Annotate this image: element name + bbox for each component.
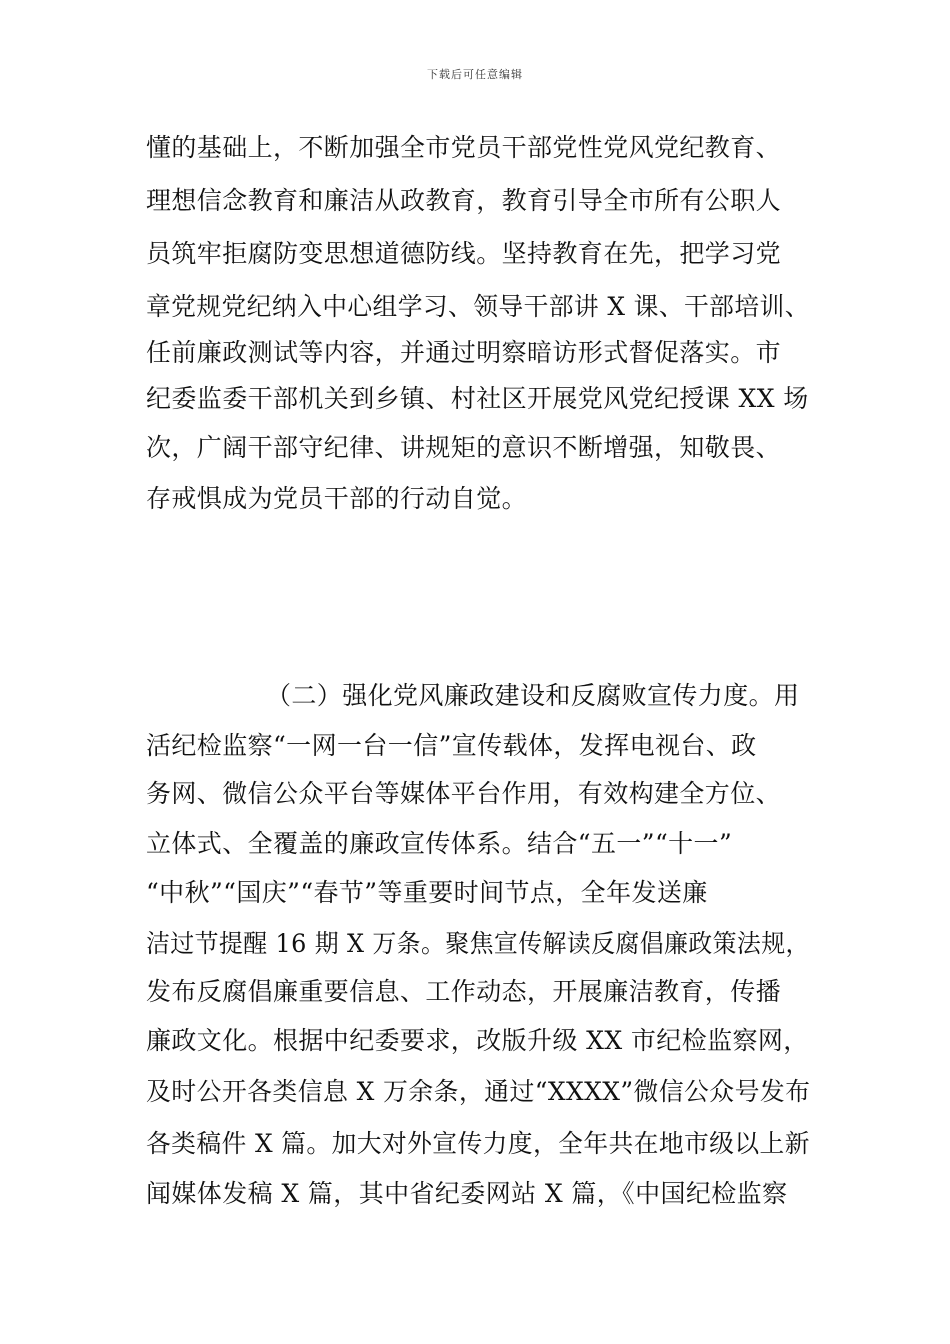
text-line: 立体式、全覆盖的廉政宣传体系。结合“五一”“十一”	[146, 829, 733, 858]
text-line: 纪委监委干部机关到乡镇、村社区开展党风党纪授课 XX 场	[146, 384, 809, 413]
text-line: 员筑牢拒腐防变思想道德防线。坚持教育在先，把学习党	[146, 239, 782, 268]
text-line: 闻媒体发稿 X 篇，其中省纪委网站 X 篇，《中国纪检监察	[146, 1179, 788, 1208]
text-line: 活纪检监察“一网一台一信”宣传载体，发挥电视台、政	[146, 731, 757, 760]
text-line: 廉政文化。根据中纪委要求，改版升级 XX 市纪检监察网，	[146, 1026, 809, 1055]
text-line: 务网、微信公众平台等媒体平台作用，有效构建全方位、	[146, 779, 782, 808]
text-line: 洁过节提醒 16 期 X 万条。聚焦宣传解读反腐倡廉政策法规，	[146, 929, 810, 958]
text-line: 懂的基础上，不断加强全市党员干部党性党风党纪教育、	[146, 133, 782, 162]
text-line: 发布反腐倡廉重要信息、工作动态，开展廉洁教育，传播	[146, 977, 782, 1006]
text-line: 各类稿件 X 篇。加大对外宣传力度，全年共在地市级以上新	[146, 1129, 810, 1158]
text-line: 章党规党纪纳入中心组学习、领导干部讲 X 课、干部培训、	[146, 292, 810, 321]
text-line: “中秋”“国庆”“春节”等重要时间节点，全年发送廉	[146, 878, 708, 907]
header-note: 下载后可任意编辑	[427, 68, 523, 81]
text-line: （二）强化党风廉政建设和反腐败宣传力度。用	[266, 681, 800, 710]
text-line: 任前廉政测试等内容，并通过明察暗访形式督促落实。市	[146, 338, 782, 367]
text-line: 次，广阔干部守纪律、讲规矩的意识不断增强，知敬畏、	[146, 433, 782, 462]
text-line: 存戒惧成为党员干部的行动自觉。	[146, 484, 528, 513]
text-line: 及时公开各类信息 X 万余条，通过“XXXX”微信公众号发布	[146, 1077, 811, 1106]
text-line: 理想信念教育和廉洁从政教育，教育引导全市所有公职人	[146, 186, 782, 215]
